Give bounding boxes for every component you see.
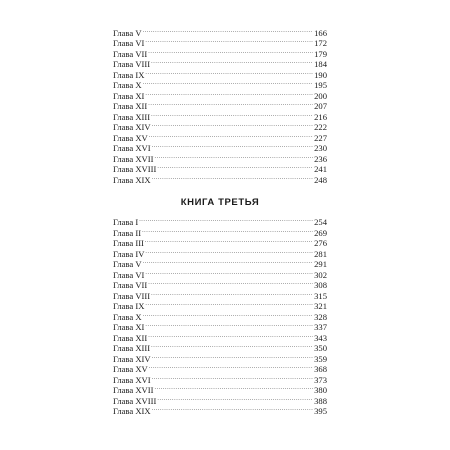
toc-entry-page-number: 350: [314, 343, 327, 353]
toc-entry[interactable]: [113, 215, 327, 226]
toc-entry-label: Глава XII: [113, 332, 148, 343]
toc-entry-page-number: 395: [314, 406, 327, 416]
toc-entry-label: Глава VI: [113, 38, 145, 48]
toc-entry-label: Глава IV: [113, 248, 145, 259]
dot-leader: [148, 330, 313, 341]
toc-entry-label: Глава XVIII: [113, 164, 157, 174]
table-of-contents-page: [113, 25, 327, 414]
dot-leader: [157, 162, 313, 173]
toc-entry[interactable]: [113, 25, 327, 36]
dot-leader: [143, 78, 314, 89]
dot-leader: [148, 278, 313, 289]
toc-entry[interactable]: [113, 257, 327, 268]
dot-leader: [145, 267, 313, 278]
dot-leader: [149, 130, 313, 141]
toc-entry[interactable]: [113, 141, 327, 152]
toc-entry[interactable]: [113, 288, 327, 299]
toc-entry-label: Глава V: [113, 27, 142, 38]
dot-leader: [157, 393, 313, 404]
dot-leader: [148, 99, 313, 110]
toc-entry[interactable]: [113, 404, 327, 415]
toc-entry[interactable]: [113, 362, 327, 373]
dot-leader: [143, 309, 314, 320]
toc-entry-label: Глава XIV: [113, 353, 151, 364]
toc-entry[interactable]: [113, 246, 327, 257]
toc-entry-page-number: 302: [314, 269, 327, 280]
toc-entry-label: Глава XVI: [113, 143, 151, 153]
toc-entry-label: Глава XV: [113, 364, 148, 374]
toc-entry-page-number: 291: [314, 259, 327, 269]
toc-entry[interactable]: [113, 57, 327, 68]
toc-entry-label: Глава XVIII: [113, 395, 157, 406]
toc-entry-page-number: 166: [314, 27, 327, 38]
toc-entry-page-number: 172: [314, 38, 327, 48]
dot-leader: [142, 225, 313, 236]
toc-entry-label: Глава XVI: [113, 374, 151, 385]
toc-entry-page-number: 222: [314, 122, 327, 132]
toc-entry-page-number: 230: [314, 143, 327, 153]
toc-entry-page-number: 207: [314, 101, 327, 111]
toc-entry-label: Глава VII: [113, 48, 148, 59]
toc-entry-page-number: 276: [314, 238, 327, 248]
toc-entry-page-number: 368: [314, 364, 327, 374]
dot-leader: [145, 67, 313, 78]
toc-entry-page-number: 281: [314, 248, 327, 259]
toc-entry[interactable]: [113, 109, 327, 120]
dot-leader: [152, 172, 314, 183]
toc-entry-page-number: 241: [314, 164, 327, 174]
toc-entry-page-number: 269: [314, 227, 327, 238]
toc-entry-label: Глава XV: [113, 132, 148, 143]
toc-entry-label: Глава V: [113, 259, 142, 269]
toc-entry-page-number: 248: [314, 174, 327, 185]
dot-leader: [148, 46, 313, 57]
toc-entry-label: Глава XIII: [113, 343, 151, 353]
toc-list-continued: [113, 25, 327, 183]
toc-entry-page-number: 179: [314, 48, 327, 59]
toc-entry-label: Глава IX: [113, 69, 145, 80]
dot-leader: [145, 236, 313, 247]
dot-leader: [139, 215, 313, 226]
toc-entry[interactable]: [113, 278, 327, 289]
dot-leader: [152, 120, 314, 131]
dot-leader: [149, 362, 313, 373]
dot-leader: [145, 88, 313, 99]
toc-entry-label: Глава XI: [113, 322, 145, 332]
toc-entry-page-number: 227: [314, 132, 327, 143]
toc-entry-page-number: 254: [314, 217, 327, 227]
toc-entry-page-number: 380: [314, 385, 327, 395]
toc-entry[interactable]: [113, 151, 327, 162]
toc-entry-label: Глава XVII: [113, 153, 154, 164]
dot-leader: [152, 351, 314, 362]
toc-entry[interactable]: [113, 320, 327, 331]
toc-entry-page-number: 190: [314, 69, 327, 80]
toc-entry[interactable]: [113, 372, 327, 383]
toc-entry[interactable]: [113, 99, 327, 110]
toc-entry-label: Глава X: [113, 80, 142, 90]
toc-entry-label: Глава VI: [113, 269, 145, 280]
toc-entry-label: Глава XIV: [113, 122, 151, 132]
toc-entry[interactable]: [113, 267, 327, 278]
toc-entry-label: Глава XI: [113, 90, 145, 101]
toc-entry-page-number: 343: [314, 332, 327, 343]
dot-leader: [145, 36, 313, 47]
toc-entry-label: Глава XVII: [113, 385, 154, 395]
toc-entry-page-number: 388: [314, 395, 327, 406]
book-three-heading: КНИГА ТРЕТЬЯ: [180, 196, 260, 208]
toc-entry[interactable]: [113, 299, 327, 310]
dot-leader: [154, 383, 313, 394]
dot-leader: [145, 320, 313, 331]
toc-entry-label: Глава III: [113, 238, 144, 248]
dot-leader: [151, 341, 313, 352]
dot-leader: [143, 25, 314, 36]
toc-entry-page-number: 328: [314, 311, 327, 322]
toc-entry-page-number: 359: [314, 353, 327, 364]
toc-entry-page-number: 216: [314, 111, 327, 122]
toc-entry-label: Глава XIX: [113, 406, 151, 416]
toc-entry-page-number: 195: [314, 80, 327, 90]
toc-entry[interactable]: [113, 225, 327, 236]
toc-entry-page-number: 315: [314, 290, 327, 301]
dot-leader: [152, 404, 314, 415]
toc-entry[interactable]: [113, 330, 327, 341]
toc-entry-page-number: 321: [314, 301, 327, 311]
dot-leader: [152, 141, 314, 152]
toc-entry-label: Глава I: [113, 217, 139, 227]
toc-entry[interactable]: [113, 309, 327, 320]
toc-entry[interactable]: [113, 351, 327, 362]
dot-leader: [151, 109, 313, 120]
toc-entry-label: Глава VIII: [113, 290, 151, 301]
toc-entry-label: Глава VIII: [113, 59, 151, 69]
toc-entry-label: Глава XIX: [113, 174, 151, 185]
toc-entry[interactable]: [113, 383, 327, 394]
toc-entry[interactable]: [113, 130, 327, 141]
toc-entry[interactable]: [113, 78, 327, 89]
toc-entry-page-number: 373: [314, 374, 327, 385]
toc-entry-page-number: 236: [314, 153, 327, 164]
toc-entry-label: Глава IX: [113, 301, 145, 311]
toc-entry-label: Глава XII: [113, 101, 148, 111]
toc-entry-label: Глава VII: [113, 280, 148, 290]
toc-entry[interactable]: [113, 393, 327, 404]
toc-entry-label: Глава XIII: [113, 111, 151, 122]
toc-entry-label: Глава X: [113, 311, 142, 322]
toc-entry[interactable]: [113, 341, 327, 352]
toc-entry-page-number: 308: [314, 280, 327, 290]
dot-leader: [145, 246, 313, 257]
toc-entry[interactable]: [113, 120, 327, 131]
toc-entry-label: Глава II: [113, 227, 142, 238]
dot-leader: [154, 151, 313, 162]
toc-entry[interactable]: [113, 236, 327, 247]
toc-entry-page-number: 200: [314, 90, 327, 101]
toc-entry-page-number: 184: [314, 59, 327, 69]
toc-entry[interactable]: [113, 162, 327, 173]
toc-entry[interactable]: [113, 46, 327, 57]
dot-leader: [152, 372, 314, 383]
dot-leader: [151, 288, 313, 299]
toc-entry[interactable]: [113, 88, 327, 99]
toc-list-book-three: [113, 215, 327, 415]
dot-leader: [151, 57, 313, 68]
toc-entry[interactable]: [113, 67, 327, 78]
toc-entry-page-number: 337: [314, 322, 327, 332]
dot-leader: [143, 257, 314, 268]
toc-entry[interactable]: [113, 172, 327, 183]
dot-leader: [145, 299, 313, 310]
toc-entry[interactable]: [113, 36, 327, 47]
